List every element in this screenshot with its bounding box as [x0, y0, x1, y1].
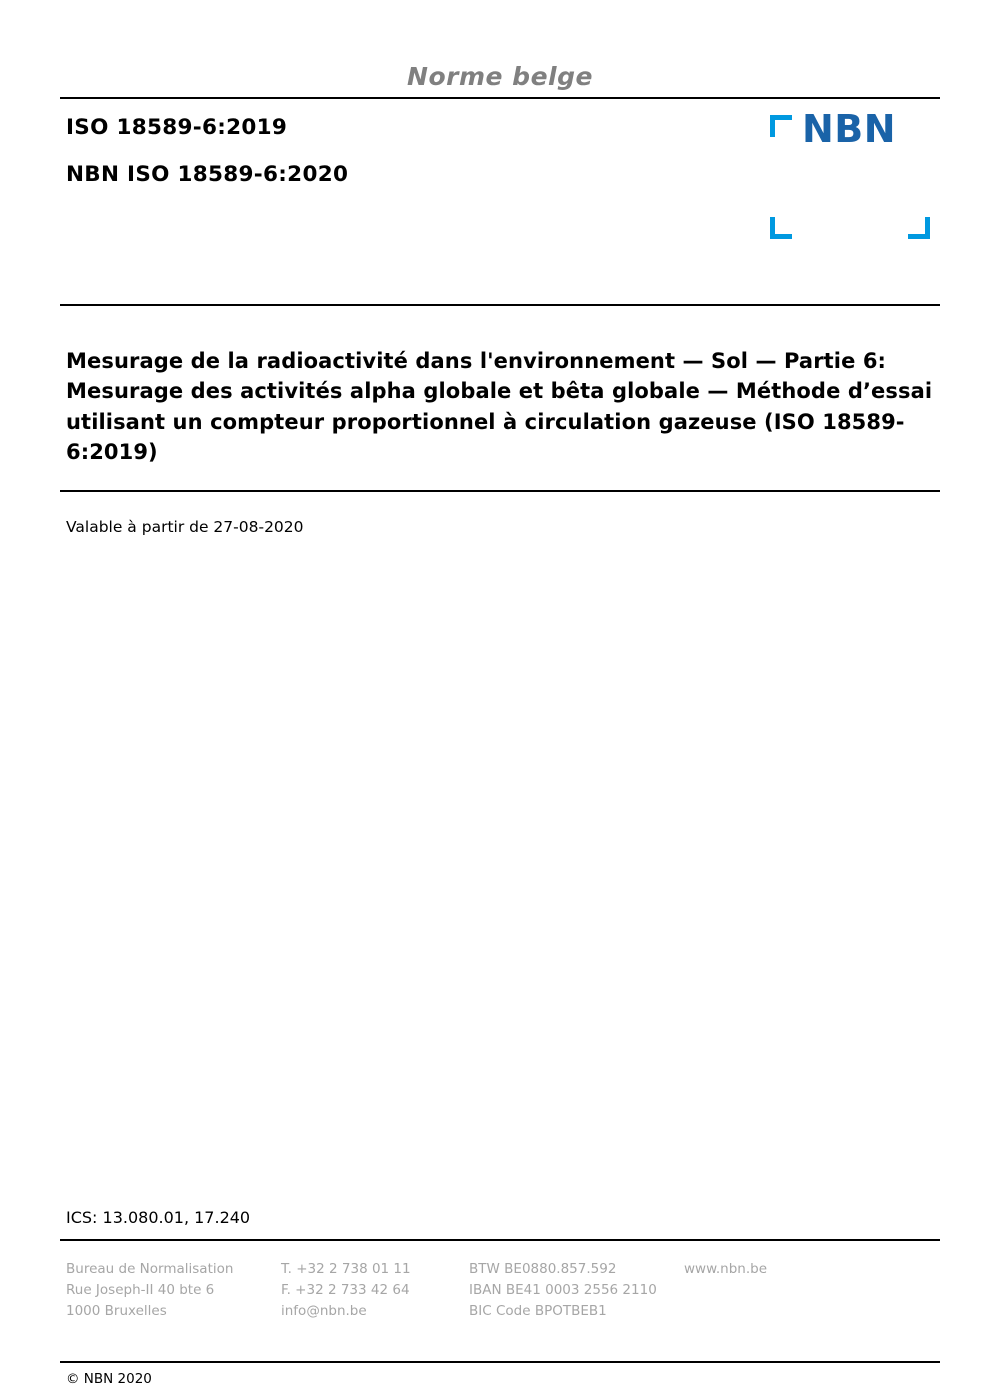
copyright-notice: © NBN 2020 [66, 1371, 152, 1387]
footer-vat: BTW BE0880.857.592 [469, 1260, 617, 1277]
footer-fax: F. +32 2 733 42 64 [281, 1281, 410, 1298]
footer-financial [469, 1259, 684, 1322]
footer-website [684, 1259, 767, 1322]
reference-block [60, 99, 940, 304]
logo-corner-top-left-icon [770, 115, 792, 137]
title-block [60, 306, 940, 490]
page-content [60, 0, 940, 1393]
document-title: Mesurage de la radioactivité dans l'environnement — Sol — Partie 6: Mesurage des activités alpha globale et bêta globale — Méthode d’essai utilisant un compteur proportionnel à circulation gazeuse (ISO 18589-6:2019) [66, 349, 933, 465]
footer-contact [281, 1259, 469, 1322]
footer-email[interactable]: info@nbn.be [281, 1302, 367, 1319]
footer-website-link[interactable]: www.nbn.be [684, 1260, 768, 1277]
logo-corner-bottom-right-icon [908, 217, 930, 239]
standard-references [66, 115, 348, 209]
footer-address [66, 1259, 281, 1322]
nbn-logo [770, 107, 930, 245]
iso-reference: ISO 18589-6:2019 [66, 115, 288, 140]
footer-bic: BIC Code BPOTBEB1 [469, 1302, 607, 1319]
ics-codes: ICS: 13.080.01, 17.240 [66, 1207, 251, 1227]
footer-divider [60, 1361, 940, 1363]
logo-wordmark: NBN [802, 107, 897, 151]
footer-phone: T. +32 2 738 01 11 [281, 1260, 411, 1277]
validity-date: Valable à partir de 27-08-2020 [66, 517, 304, 536]
footer-address-line-1: Bureau de Normalisation [66, 1260, 234, 1277]
footer-address-line-3: 1000 Bruxelles [66, 1302, 167, 1319]
footer-address-line-2: Rue Joseph-II 40 bte 6 [66, 1281, 215, 1298]
ics-block [60, 1208, 940, 1239]
footer-iban: IBAN BE41 0003 2556 2110 [469, 1281, 657, 1298]
logo-corner-bottom-left-icon [770, 217, 792, 239]
nbn-reference: NBN ISO 18589-6:2020 [66, 162, 349, 187]
validity-block [60, 492, 940, 1208]
page-banner-title: Norme belge [407, 62, 593, 91]
page-footer [60, 1241, 940, 1322]
